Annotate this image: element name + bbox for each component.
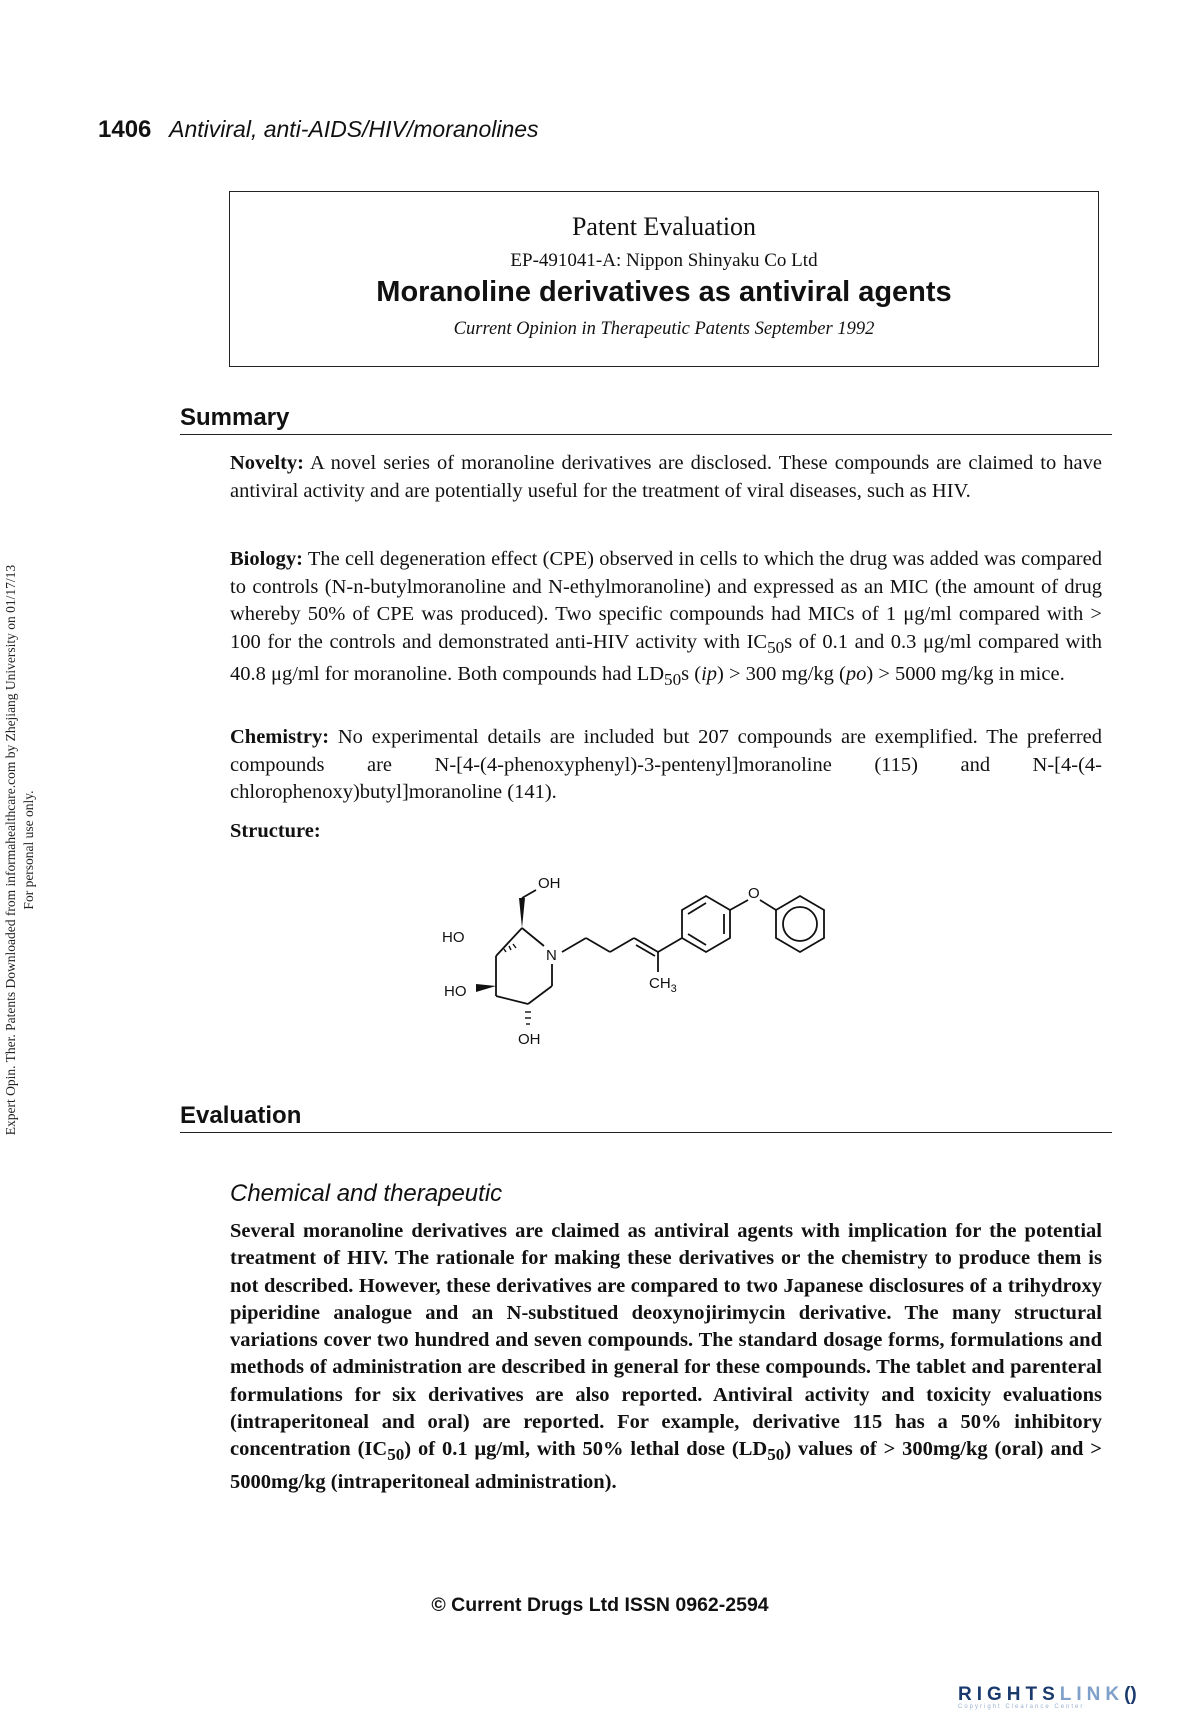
biology-paragraph [230, 546, 1102, 694]
running-title: Antiviral, anti-AIDS/HIV/moranolines [169, 116, 539, 142]
novelty-text: A novel series of moranoline derivatives are disclosed. These compounds are claimed to have antiviral activity and are potentially useful for the treatment of viral diseases, such as HIV. [230, 452, 1102, 502]
atom-ho-lower: HO [444, 983, 467, 1000]
atom-o: O [748, 885, 760, 902]
atom-oh-bottom: OH [518, 1031, 541, 1048]
biology-text-b: s of 0.1 and 0.3 μg/ml compared with 40.8 μg/ml for moranoline. Both compounds had LD [230, 630, 1102, 686]
biology-text-a: The cell degeneration effect (CPE) observed in cells to which the drug was added was compared to controls (N-n-butylmoranoline and N-ethylmoranoline) and expressed as an MIC (the amount of drug whereby 50% of CPE was produced). Two specific compounds had MICs of 1 μg/ml compared with > 100 for the controls and demonstrated anti-HIV activity with IC [230, 548, 1102, 653]
structure-label: Structure: [230, 820, 321, 842]
rightslink-logo[interactable] [958, 1684, 1137, 1710]
summary-heading: Summary [180, 404, 1112, 435]
atom-ch3-ch: CH [649, 975, 671, 992]
chemistry-text: No experimental details are included but 207 compounds are exemplified. The preferred compounds are N-[4-(4-phenoxyphenyl)-3-pentenyl]moranoline (115) and N-[4-(4-chlorophenoxy)butyl]moranoline (141). [230, 726, 1103, 803]
page-number: 1406 [98, 116, 152, 143]
side-note [2, 470, 38, 1230]
novelty-paragraph [230, 450, 1102, 505]
patent-source: Current Opinion in Therapeutic Patents September 1992 [453, 319, 875, 339]
atom-oh-top: OH [538, 875, 561, 892]
chemical-structure [430, 868, 860, 1048]
evaluation-text-b: ) of 0.1 μg/ml, with 50% lethal dose (LD [404, 1438, 768, 1461]
biology-sub1: 50 [767, 637, 785, 657]
rightslink-tagline: Copyright Clearance Center [958, 1704, 1085, 1710]
evaluation-subheading: Chemical and therapeutic [230, 1180, 503, 1207]
biology-text-d: ) > 300 mg/kg ( [717, 663, 846, 686]
side-note-line1: Expert Opin. Ther. Patents Downloaded from informahealthcare.com by Zhejiang University on 01/17/13 [3, 564, 18, 1136]
evaluation-paragraph [230, 1218, 1102, 1496]
running-head [98, 116, 539, 144]
atom-n: N [546, 947, 557, 964]
biology-sub2: 50 [664, 670, 682, 690]
atom-ho-upper: HO [442, 929, 465, 946]
chemistry-label: Chemistry: [230, 726, 330, 748]
atom-ch3 [649, 975, 677, 995]
patent-heading: Moranoline derivatives as antiviral agents [376, 276, 952, 308]
side-note-line2: For personal use only. [21, 790, 36, 910]
biology-text-c: s ( [681, 663, 702, 686]
atom-ch3-sub: 3 [670, 983, 677, 995]
evaluation-sub1: 50 [387, 1445, 405, 1465]
chemistry-paragraph [230, 724, 1102, 807]
evaluation-sub2: 50 [767, 1445, 785, 1465]
evaluation-text-a: Several moranoline derivatives are claimed as antiviral agents with implication for the potential treatment of HIV. The rationale for making these derivatives or the chemistry to produce them is not described. However, these derivatives are compared to two Japanese disclosures of a trihydroxy piperidine analogue and an N-substitued deoxynojirimycin derivative. The many structural variations cover two hundred and seven compounds. The standard dosage forms, formulations and methods of administration are described in general for these compounds. The tablet and parenteral formulations for six derivatives are also reported. Antiviral activity and toxicity evaluations (intraperitoneal and oral) are reported. For example, derivative 115 has a 50% inhibitory concentration (IC [230, 1220, 1102, 1461]
biology-text-e: ) > 5000 mg/kg in mice. [866, 663, 1065, 686]
biology-ip: ip [701, 663, 718, 686]
novelty-label: Novelty: [230, 452, 305, 474]
rightslink-part3: () [1124, 1684, 1137, 1705]
footer-copyright: © Current Drugs Ltd ISSN 0962-2594 [431, 1594, 769, 1616]
rightslink-part2: LINK [1059, 1684, 1125, 1705]
biology-po: po [845, 663, 867, 686]
evaluation-text-c: ) values of > 300mg/kg (oral) and > 5000mg/kg (intraperitoneal administration). [230, 1438, 1102, 1493]
patent-number: EP-491041-A: Nippon Shinyaku Co Ltd [510, 250, 818, 271]
patent-box [229, 191, 1099, 367]
evaluation-heading: Evaluation [180, 1102, 1112, 1133]
rightslink-part1: RIGHTS [958, 1684, 1060, 1705]
patent-label: Patent Evaluation [571, 212, 757, 241]
biology-label: Biology: [230, 548, 303, 570]
